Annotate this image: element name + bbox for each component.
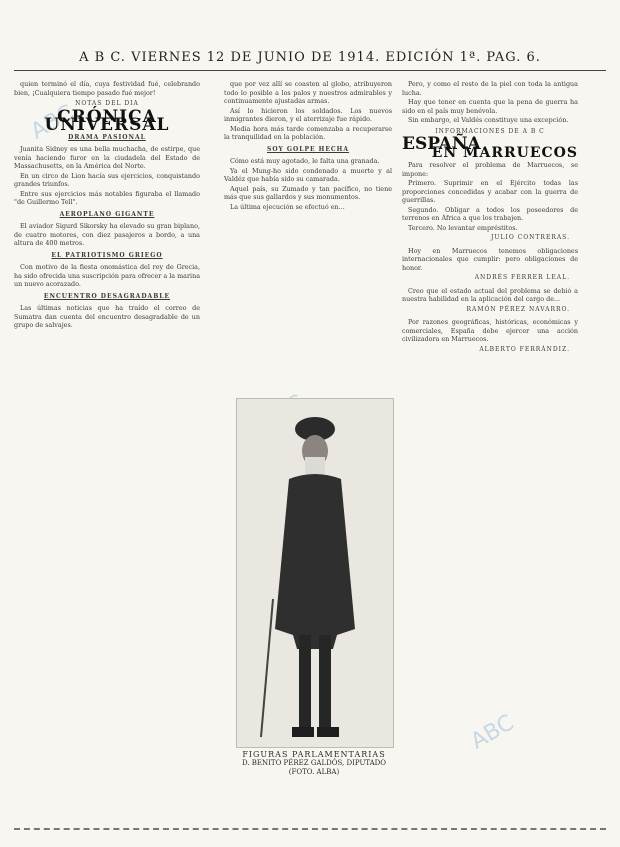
paragraph: Cómo está muy agotado, le falta una granada. bbox=[230, 157, 380, 165]
paragraph: Hay que tener en cuenta que la pena de guerra ha sido en el país muy benévola. bbox=[402, 98, 578, 115]
header-rule bbox=[14, 70, 606, 71]
subhead: DRAMA PASIONAL bbox=[68, 133, 146, 141]
section-title: CRÓNICA UNIVERSAL bbox=[44, 106, 170, 135]
author-signature: RAMÓN PÉREZ NAVARRO. bbox=[466, 305, 570, 313]
paragraph: Para resolver el problema de Marruecos, se impone: bbox=[402, 161, 578, 178]
portrait-photo bbox=[236, 398, 394, 748]
paragraph: La última ejecución se efectuó en... bbox=[230, 202, 345, 211]
caption-line: D. BENITO PÉREZ GALDÓS, DIPUTADO bbox=[241, 759, 387, 767]
paragraph: Creo que el estado actual del problema se debió a nuestra habilidad en la aplicación del cargo de... bbox=[402, 286, 578, 303]
paragraph: Pero, y como el resto de la piel con toda la antigua lucha. bbox=[402, 80, 578, 97]
paragraph: Con motivo de la fiesta onomástica del rey de Grecia, ha sido ofrecida una suscripción para ofrecer a la marina un nuevo acorazado. bbox=[14, 263, 200, 288]
subhead: AEROPLANO GIGANTE bbox=[59, 210, 155, 218]
paragraph: En un circo de Lion hacía sus ejercicios, conquistando grandes triunfos. bbox=[14, 171, 200, 188]
watermark: ABC bbox=[466, 710, 519, 755]
author-signature: ANDRÉS FERRER LEAL. bbox=[474, 274, 570, 281]
paragraph: Entre sus ejercicios más notables figuraba el llamado "de Guillermo Tell". bbox=[14, 189, 200, 206]
column-1 bbox=[14, 80, 200, 331]
paragraph: Hoy en Marruecos tenemos obligaciones internacionales que cumplir: pero obligaciones de honor. bbox=[402, 246, 578, 272]
paragraph: quien terminó el día, cuya festividad fué, celebrando bien, ¡Cualquiera tiempo pasado fué mejor! bbox=[14, 80, 200, 97]
person-figure-icon bbox=[237, 399, 393, 747]
footer-rule bbox=[14, 828, 606, 834]
paragraph: Ya el Mung-ho sido condenado a muerte y al Valdéz que había sido su camarada. bbox=[224, 166, 392, 183]
author-signature: JULIO CONTRERAS. bbox=[491, 234, 570, 241]
paragraph: Primero. Suprimir en el Ejército todas las proporciones concedidas y acabar con la guerra de guerrillas. bbox=[402, 179, 578, 204]
subhead: SOY GOLPE HECHA bbox=[266, 145, 350, 153]
column-2 bbox=[224, 80, 392, 212]
paragraph: Así lo hicieron los soldados. Los nuevos inmigrantes dieron, y el aterrizaje fue rápido. bbox=[224, 106, 392, 123]
paragraph: Aquel país, su Zumado y tan pacífico, no tiene más que sus gallardos y sus monumentos. bbox=[224, 184, 392, 201]
paragraph: Sin embargo, el Valdés constituye una excepción. bbox=[408, 116, 569, 124]
author-signature: ALBERTO FERRÁNDIZ. bbox=[479, 345, 570, 353]
section-label: INFORMACIONES DE A B C bbox=[435, 127, 545, 135]
paragraph: Juanita Sidney es una bella muchacha, de estirpe, que venía haciendo furor en la ciudadela del Estado de Massachusetts, en la América del Norte. bbox=[14, 145, 200, 170]
caption-credit: (FOTO. ALBA) bbox=[288, 768, 340, 776]
caption-title: FIGURAS PARLAMENTARIAS bbox=[242, 750, 386, 759]
watermark: ABC bbox=[26, 100, 79, 145]
page-header: A B C. VIERNES 12 DE JUNIO DE 1914. EDICIÓN 1ª. PAG. 6. bbox=[79, 50, 541, 65]
paragraph: Por razones geográficas, históricas, económicas y comerciales, España debe ejercer una acción civilizadora en Marruecos. bbox=[402, 318, 578, 343]
photo-caption bbox=[226, 750, 402, 777]
paragraph: Las últimas noticias que ha traído el correo de Sumatra dan cuenta del encuentro desagradable de un grupo de salvajes. bbox=[14, 304, 200, 329]
paragraph: que por vez allí se coasten al globo, atribuyeron todo lo posible a los palos y nuestros admirables y continuamente ajustadas armas. bbox=[224, 80, 392, 105]
paragraph: El aviador Sigurd Sikorsky ha elevado su gran biplano, de cuatro motores, con diez pasajeros a bordo, a una altura de 400 metros. bbox=[14, 222, 200, 247]
subhead: EL PATRIOTISMO GRIEGO bbox=[51, 251, 163, 259]
paragraph: Media hora más tarde comenzaba a recuperarse la tranquilidad en la población. bbox=[224, 124, 392, 141]
paragraph: Segundo. Obligar a todos los poseedores de terrenos en África a que los trabajen. bbox=[402, 205, 578, 222]
subhead: ENCUENTRO DESAGRADABLE bbox=[43, 292, 171, 300]
paragraph: Tercero. No levantar empréstitos. bbox=[408, 223, 518, 232]
section-title: ESPAÑA bbox=[402, 134, 481, 154]
section-label: NOTAS DEL DIA bbox=[75, 100, 139, 107]
column-3 bbox=[402, 80, 578, 358]
section-title: EN MARRUECOS bbox=[431, 144, 578, 161]
